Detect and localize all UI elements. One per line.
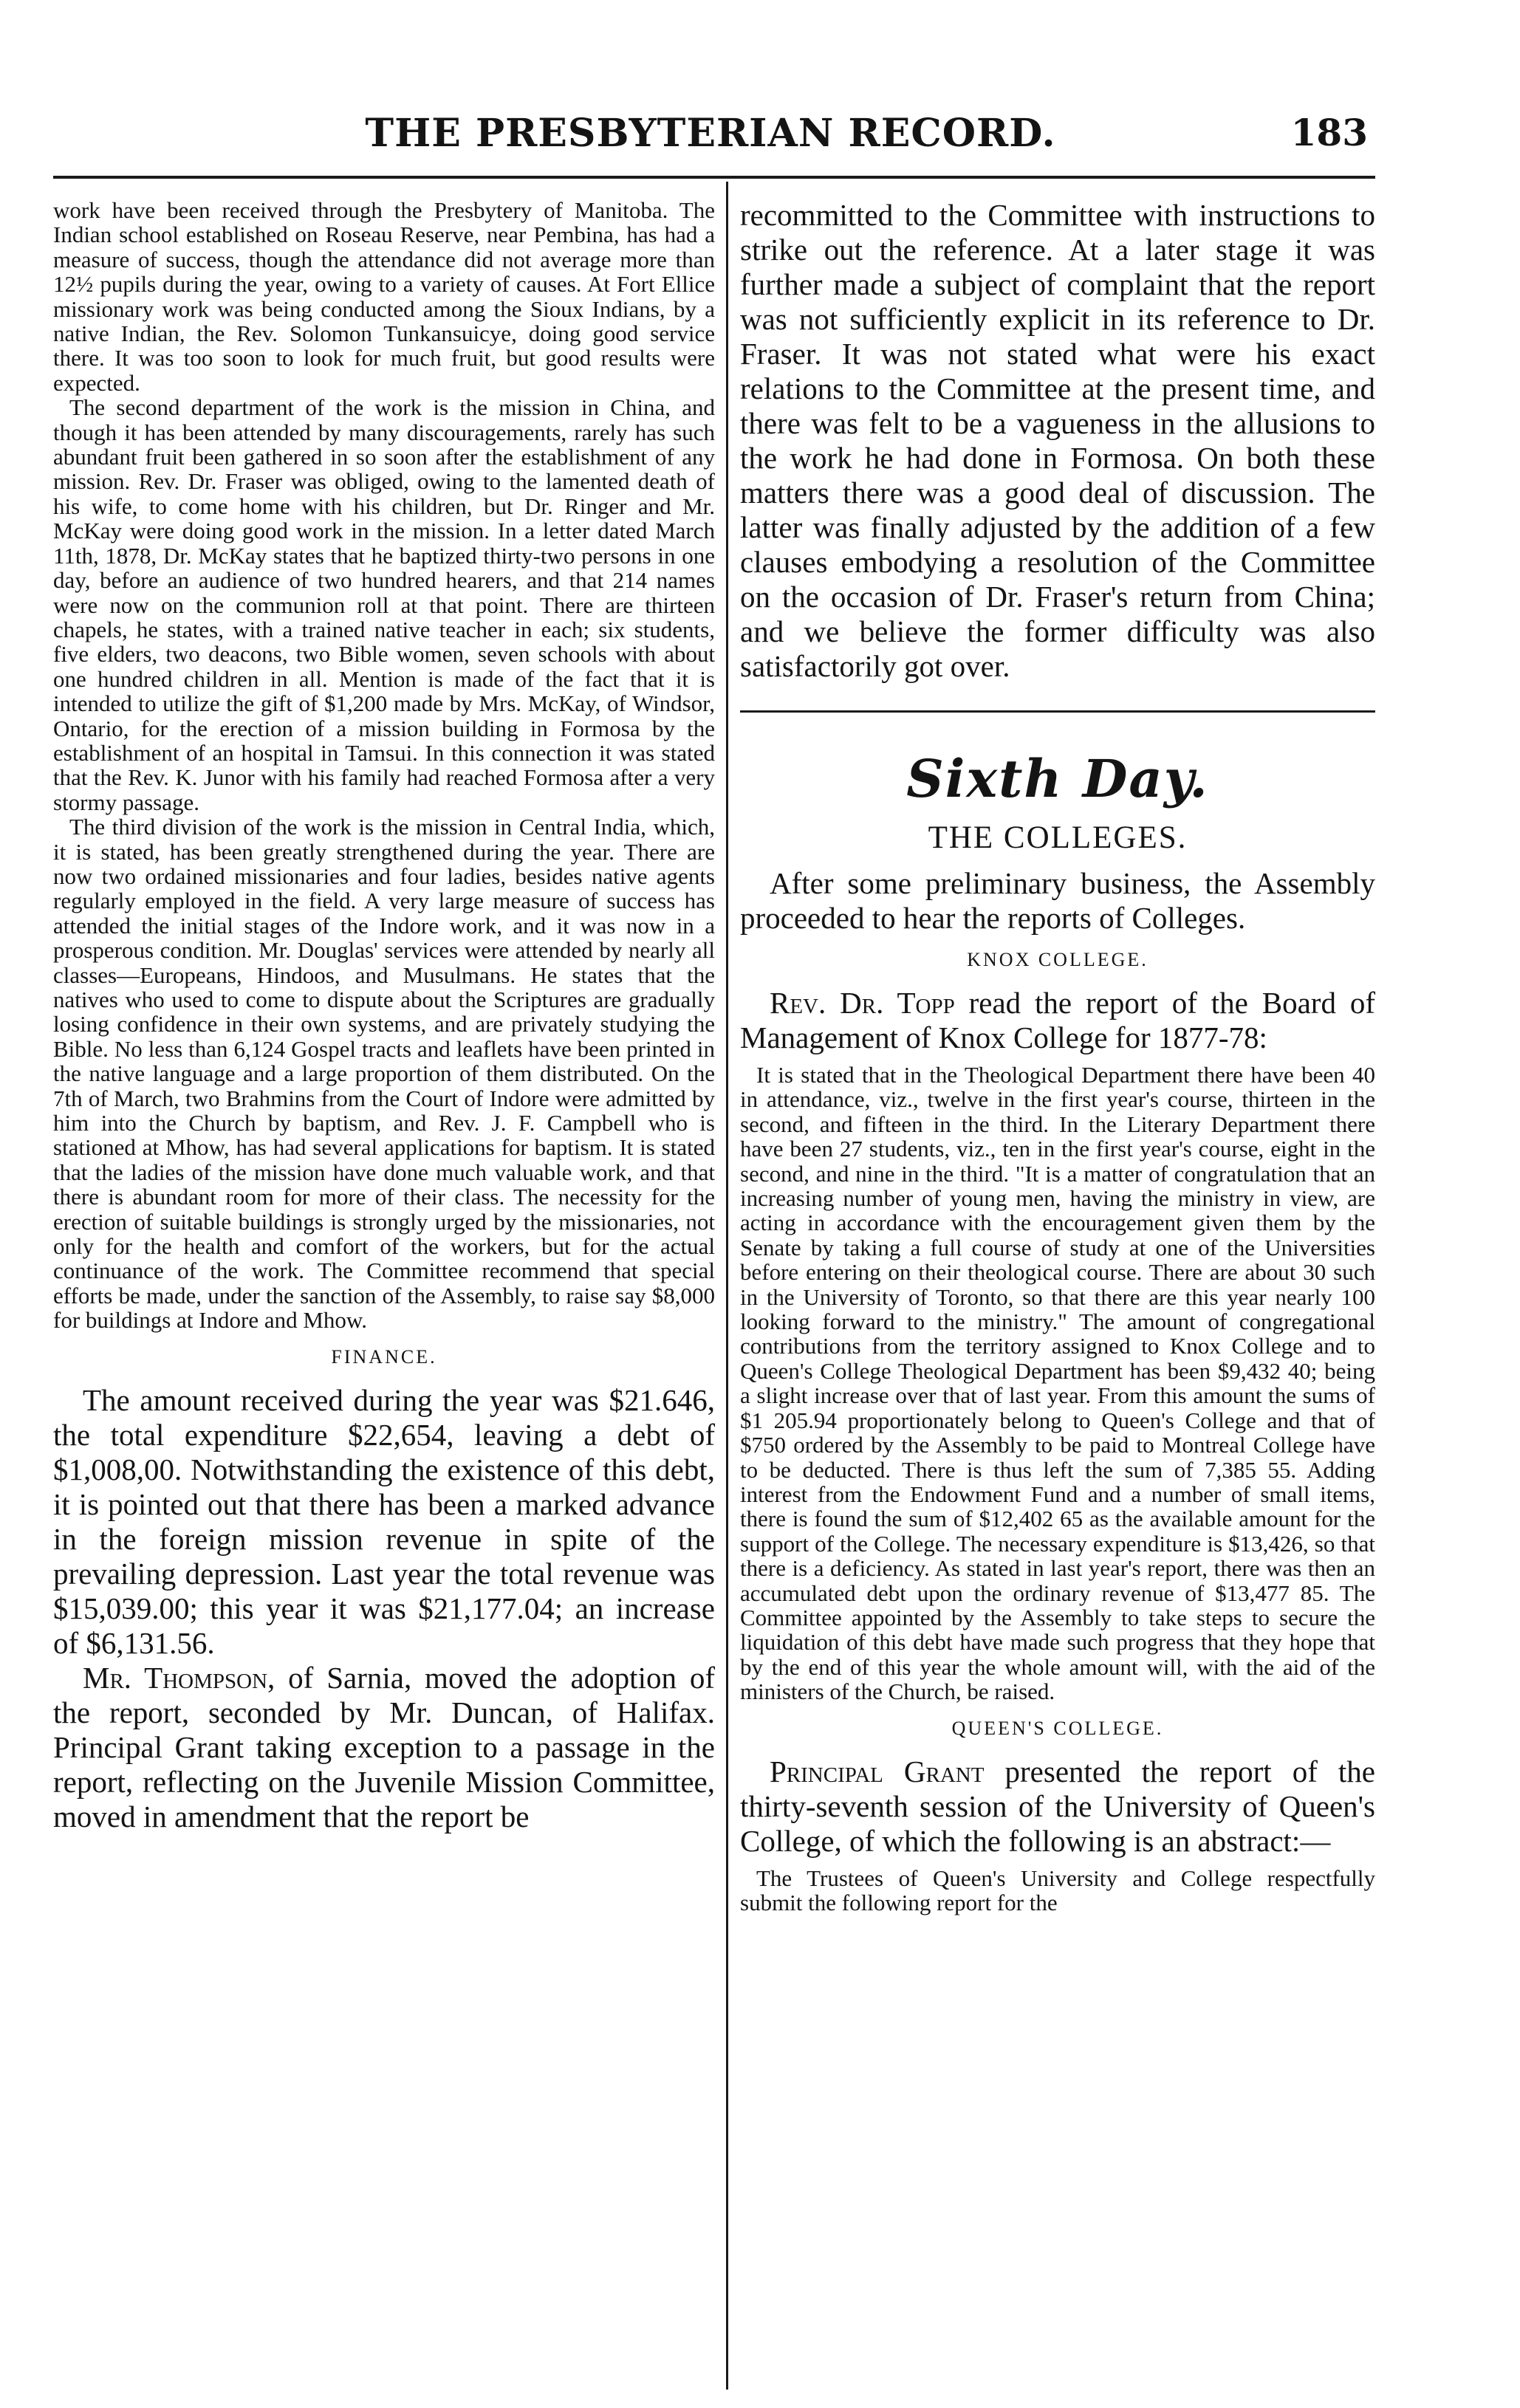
- paragraph: [740, 1754, 1375, 1859]
- knox-college-heading: KNOX COLLEGE.: [967, 949, 1148, 970]
- section-rule: [740, 710, 1375, 713]
- paragraph-text: presented the report of the thirty-seventh session of the University of Queen's College, of which the following is an abstract:—: [740, 1754, 1375, 1858]
- paragraph: The amount received during the year was $21.646, the total expenditure $22,654, leaving a debt of $1,008,00. Notwithstanding the existence of this debt, it is pointed out that there has been a marked advance in the foreign mission revenue in spite of the prevailing depression. Last year the total revenue was $15,039.00; this year it was $21,177.04; an increase of $6,131.56.: [53, 1382, 715, 1660]
- page-number: 183: [1290, 111, 1368, 154]
- section-title: THE COLLEGES.: [928, 820, 1188, 855]
- paragraph: [53, 1661, 715, 1834]
- running-title: THE PRESBYTERIAN RECORD.: [365, 111, 1056, 156]
- paragraph: recommitted to the Committee with instructions to strike out the reference. At a later stage it was further made a subject of complaint that the report was not sufficiently explicit in its reference to Dr. Fraser. It was not stated what were his exact relations to the Committee at the present time, and there was felt to be a vagueness in the allusions to the work he had done in Formosa. On both these matters there was a good deal of discussion. The latter was finally adjusted by the addition of a few clauses embodying a resolution of the Committee on the occasion of Dr. Fraser's return from China; and we believe the former difficulty was also satisfactorily got over.: [740, 198, 1375, 683]
- queens-college-heading: QUEEN'S COLLEGE.: [951, 1717, 1164, 1739]
- speaker-name: Mr. Thompson: [83, 1660, 268, 1695]
- paragraph: The second department of the work is the mission in China, and though it has been attended by many discouragements, rarely has such abundant fruit been gathered in so soon after the establishment of any mission. Rev. Dr. Fraser was obliged, owing to the lamented death of his wife, to come home with his children, but Dr. Ringer and Mr. McKay were doing good work in the mission. In a letter dated March 11th, 1878, Dr. McKay states that he baptized thirty-two persons in one day, before an audience of two hundred hearers, and that 214 names were now on the communion roll at that point. There are thirteen chapels, he states, with a trained native teacher in each; six students, five elders, two deacons, two Bible women, seven schools with about one hundred children in all. Mention is made of the fact that it is intended to utilize the gift of $1,200 made by Mrs. McKay, of Windsor, Ontario, for the erection of a mission building in Formosa by the establishment of an hospital in Tamsui. In this connection it was stated that the Rev. K. Junor with his family had reached Formosa after a very stormy passage.: [53, 394, 715, 815]
- paragraph: The Trustees of Queen's University and College respectfully submit the following report for the: [740, 1865, 1375, 1915]
- column-divider: [726, 182, 728, 2390]
- left-column: [53, 198, 715, 1834]
- day-title: Sixth Day.: [906, 748, 1209, 809]
- paragraph: After some preliminary business, the Assembly proceeded to hear the reports of Colleges.: [740, 866, 1375, 935]
- paragraph-text: read the report of the Board of Management of Knox College for 1877-78:: [740, 986, 1375, 1054]
- paragraph: It is stated that in the Theological Department there have been 40 in attendance, viz., twelve in the first year's course, thirteen in the second, and fifteen in the third. In the Literary Department there have been 27 students, viz., ten in the first year's course, eight in the second, and nine in the third. "It is a matter of congratulation that an increasing number of young men, having the ministry in view, are acting in accordance with the encouragement given them by the Senate by taking a full course of study at one of the Universities before entering on their theological course. There are about 30 such in the University of Toronto, so that there are this year nearly 100 looking forward to the ministry." The amount of congregational contributions from the territory assigned to Knox College and to Queen's College Theological Department has been $9,432 40; being a slight increase over that of last year. From this amount the sums of $1 205.94 proportionately belong to Queen's College and that of $750 ordered by the Assembly to be paid to Montreal College have to be deducted. There is thus left the sum of 7,385 55. Adding interest from the Endowment Fund and a number of small items, there is found the sum of $12,402 65 as the available amount for the support of the College. The necessary expenditure is $13,426, so that there is a deficiency. As stated in last year's report, there was then an accumulated debt upon the ordinary revenue of $13,477 85. The Committee appointed by the Assembly to take steps to secure the liquidation of this debt have made such progress that they hope that by the end of this year the whole amount will, with the aid of the ministers of the Church, be raised.: [740, 1062, 1375, 1705]
- page-header: [53, 111, 1368, 170]
- right-column: [740, 198, 1375, 1915]
- paragraph: The third division of the work is the mission in Central India, which, it is stated, has been greatly strengthened during the year. There are now two ordained missionaries and four ladies, besides native agents regularly employed in the field. A very large measure of success has attended the initial stages of the Indore work, and it was now in a prosperous condition. Mr. Douglas' services were attended by nearly all classes—Europeans, Hindoos, and Musulmans. He states that the natives who used to come to dispute about the Scriptures are gradually losing confidence in their own systems, and are privately studying the Bible. No less than 6,124 Gospel tracts and leaflets have been printed in the native language and a large proportion of them distributed. On the 7th of March, two Brahmins from the Court of Indore were admitted by him into the Church by baptism, and Rev. J. F. Campbell who is stationed at Mhow, has had several applications for baptism. It is stated that the ladies of the mission have done much valuable work, and that there is abundant room for more of their class. The necessity for the erection of suitable buildings is strongly urged by the missionaries, not only for the health and comfort of the workers, but for the actual continuance of the work. The Committee recommend that special efforts be made, under the sanction of the Assembly, to raise say $8,000 for buildings at Indore and Mhow.: [53, 814, 715, 1334]
- header-rule: [53, 176, 1375, 179]
- finance-heading: FINANCE.: [331, 1345, 437, 1368]
- paragraph-text: , of Sarnia, moved the adoption of the report, seconded by Mr. Duncan, of Halifax. Principal Grant taking exception to a passage in the report, reflecting on the Juvenile Mission Committee, moved in amendment that the report be: [53, 1660, 715, 1834]
- speaker-name: Principal Grant: [770, 1754, 985, 1788]
- paragraph: work have been received through the Presbytery of Manitoba. The Indian school established on Roseau Reserve, near Pembina, has had a measure of success, though the attendance did not average more than 12½ pupils during the year, owing to a variety of causes. At Fort Ellice missionary work was being conducted among the Sioux Indians, by a native Indian, the Rev. Solomon Tunkansuicye, doing good service there. It was too soon to look for much fruit, but good results were expected.: [53, 197, 715, 396]
- paragraph: [740, 986, 1375, 1055]
- speaker-name: Rev. Dr. Topp: [770, 986, 955, 1020]
